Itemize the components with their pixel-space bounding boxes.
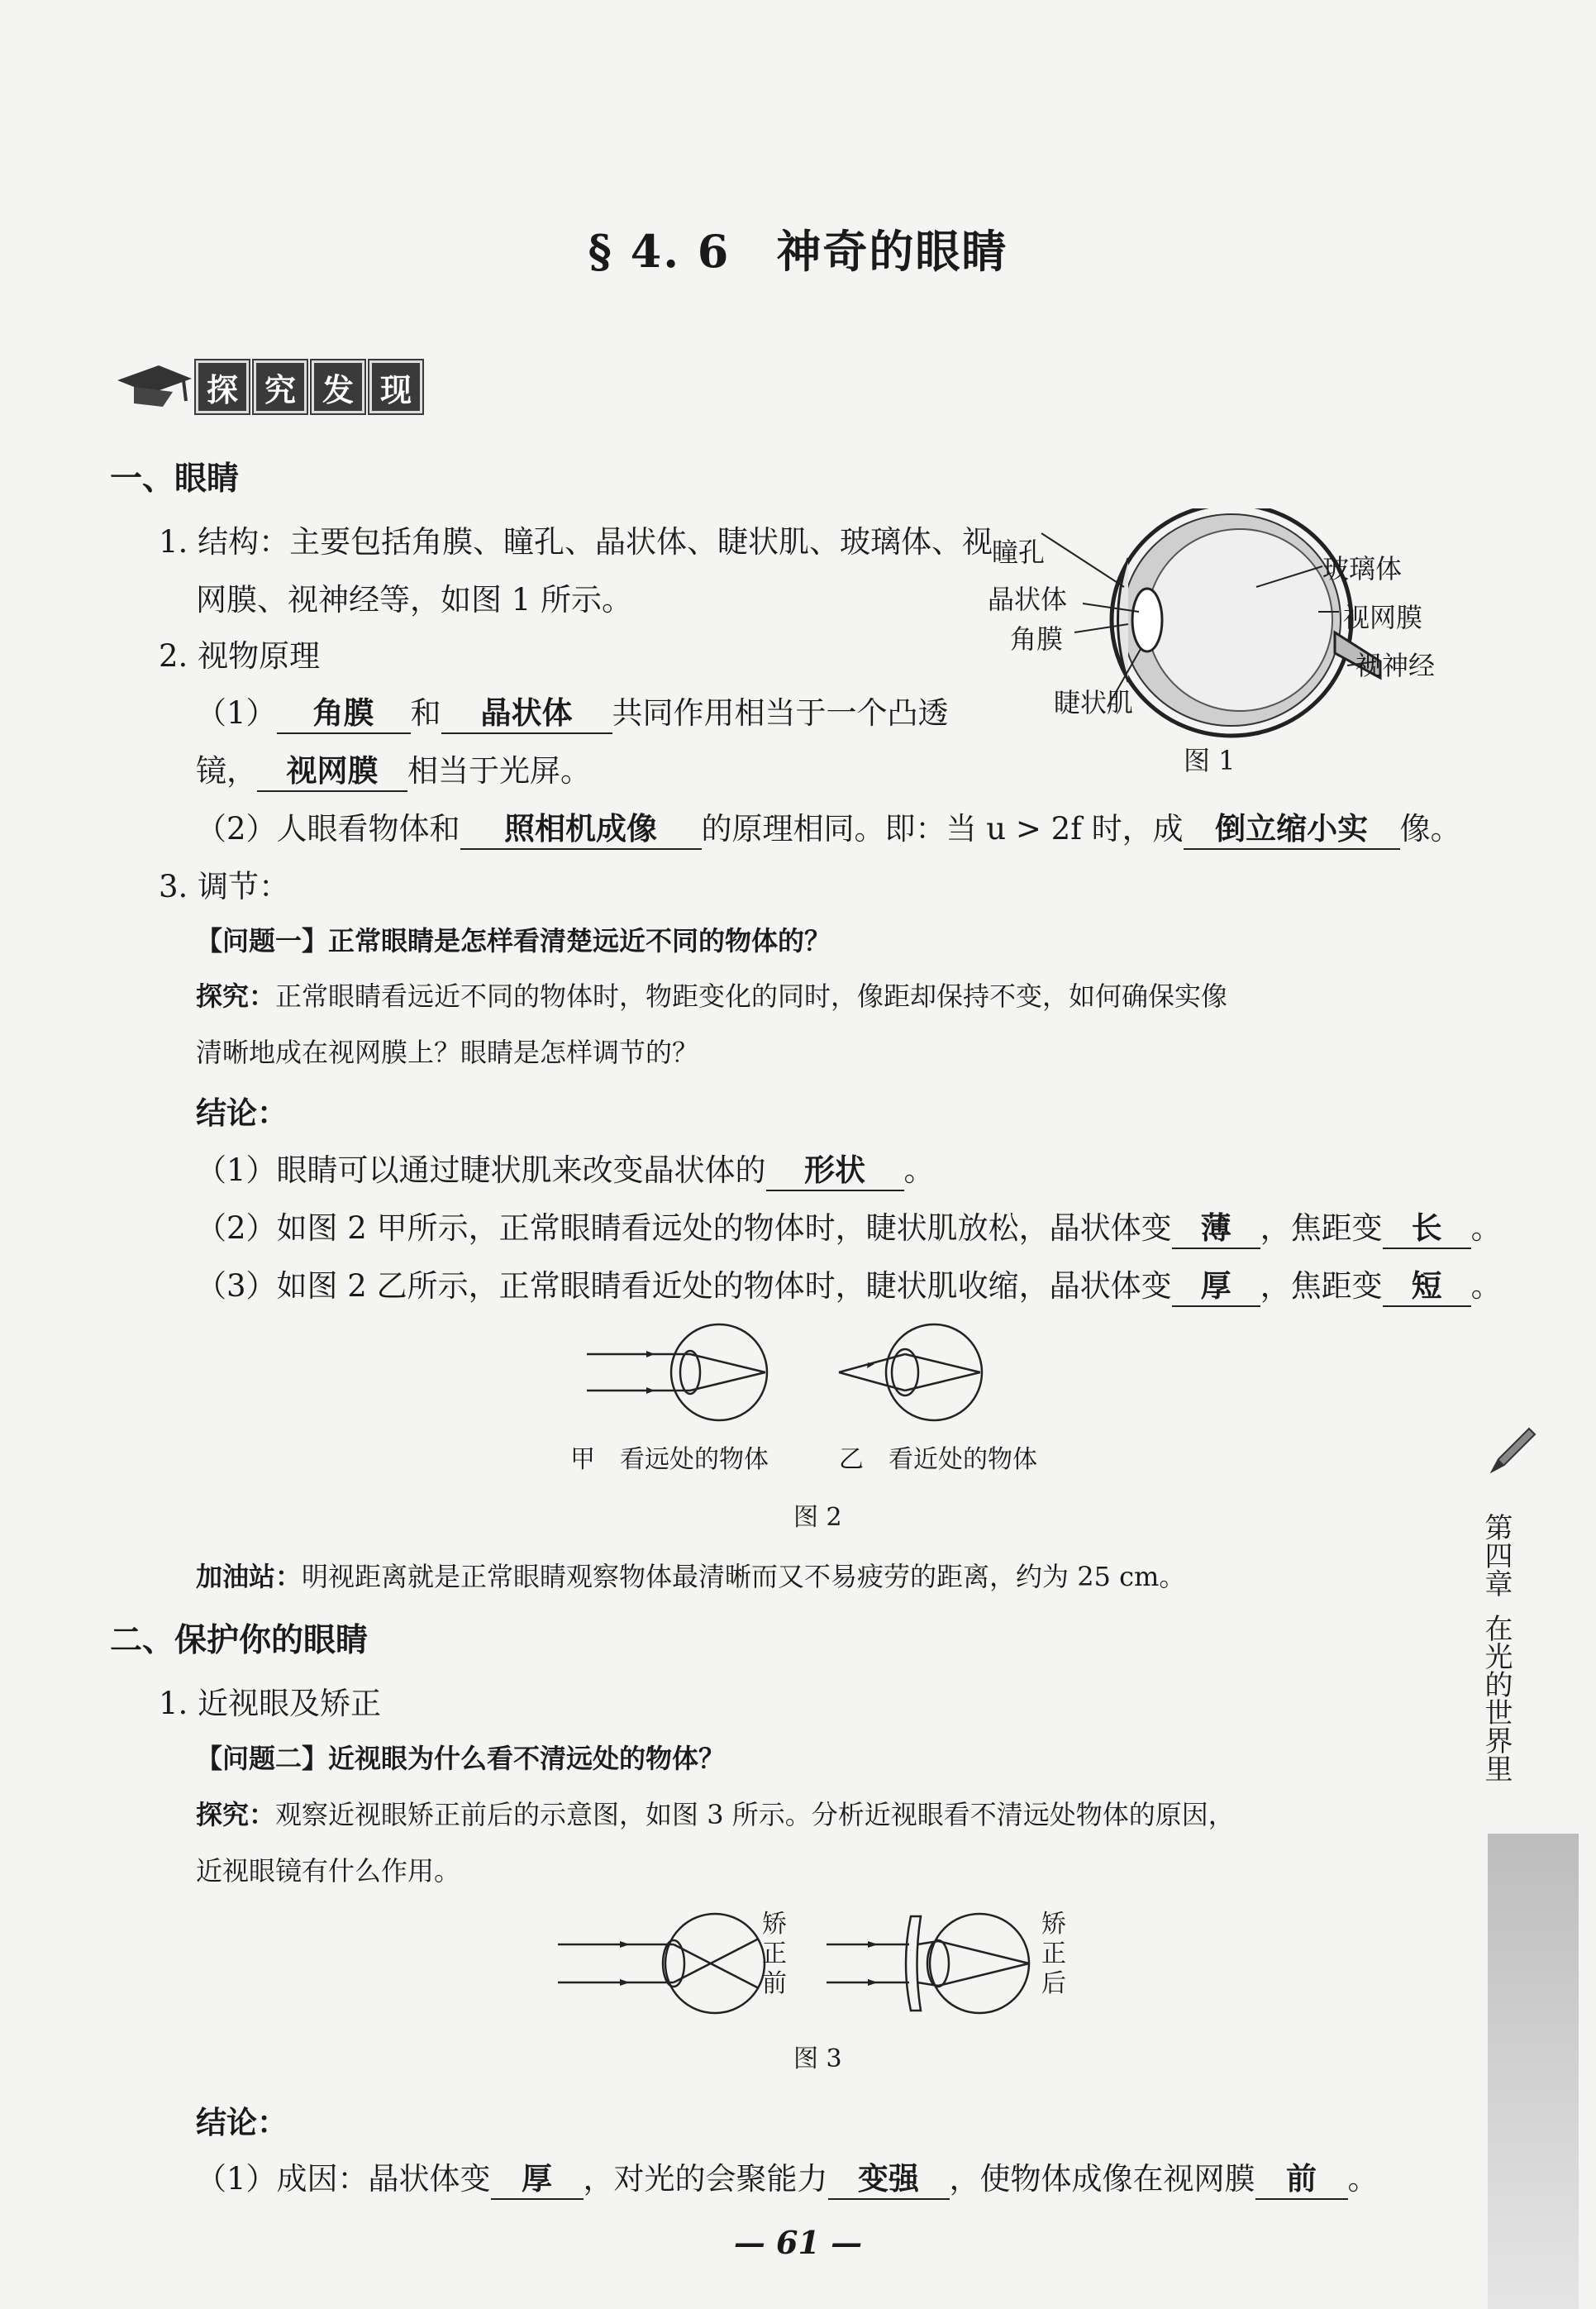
answer-blank: 前 bbox=[1255, 2154, 1348, 2200]
chapter-number: 第四章 bbox=[1479, 1513, 1513, 1597]
text: 像。 bbox=[1399, 811, 1461, 847]
figure-2-caption: 图 2 bbox=[793, 1503, 842, 1532]
question-one: 【问题一】正常眼睛是怎样看清楚远近不同的物体的？ bbox=[196, 925, 831, 957]
page-title: § 4. 6 神奇的眼睛 bbox=[588, 225, 1008, 278]
text: ，使物体成像在视网膜 bbox=[949, 2161, 1255, 2197]
text: 相当于光屏。 bbox=[407, 753, 591, 789]
label-retina: 视网膜 bbox=[1343, 602, 1423, 633]
text: 。 bbox=[1470, 1210, 1502, 1246]
vision-principle-heading: 2. 视物原理 bbox=[159, 638, 321, 674]
text: 明视距离就是正常眼睛观察物体最清晰而又不易疲劳的距离，约为 25 cm。 bbox=[302, 1561, 1186, 1592]
section-badge bbox=[113, 355, 412, 417]
pencil-icon bbox=[1484, 1422, 1541, 1483]
text: （3）如图 2 乙所示，正常眼睛看近处的物体时，睫状肌收缩，晶状体变 bbox=[196, 1268, 1172, 1304]
figure-3-caption: 图 3 bbox=[793, 2044, 842, 2073]
label-lens: 晶状体 bbox=[988, 584, 1068, 615]
answer-blank: 厚 bbox=[1172, 1261, 1260, 1307]
structure-line-2: 网膜、视神经等，如图 1 所示。 bbox=[196, 582, 633, 618]
badge-char: 发 bbox=[312, 360, 364, 413]
label: 探究： bbox=[196, 980, 276, 1012]
section-heading-protect: 二、保护你的眼睛 bbox=[110, 1621, 369, 1659]
cause-line bbox=[196, 2154, 1379, 2200]
text: 。 bbox=[1347, 2161, 1379, 2197]
answer-blank: 角膜 bbox=[277, 688, 411, 734]
figure-1-eye-diagram bbox=[988, 508, 1471, 781]
figure-3 bbox=[554, 1910, 1099, 2075]
figure-3-svg bbox=[554, 1910, 1099, 2017]
label: 探究： bbox=[196, 1799, 276, 1830]
text: ，焦距变 bbox=[1260, 1268, 1383, 1304]
principle-line-1 bbox=[196, 688, 949, 734]
text: 正常眼睛看远近不同的物体时，物距变化的同时，像距却保持不变，如何确保实像 bbox=[275, 980, 1228, 1012]
text: ，对光的会聚能力 bbox=[583, 2161, 828, 2197]
badge-char: 现 bbox=[369, 360, 422, 413]
badge-char: 探 bbox=[196, 360, 249, 413]
answer-blank: 视网膜 bbox=[257, 746, 407, 792]
explore-2-line-1 bbox=[196, 1794, 1235, 1832]
conclusion-3 bbox=[196, 1261, 1502, 1307]
tip-line bbox=[196, 1556, 1185, 1594]
text: （1）成因：晶状体变 bbox=[196, 2161, 491, 2197]
graduation-cap-icon bbox=[113, 355, 196, 413]
text: 共同作用相当于一个凸透 bbox=[612, 695, 949, 731]
answer-blank: 形状 bbox=[766, 1145, 904, 1191]
text: （2）如图 2 甲所示，正常眼睛看远处的物体时，睫状肌放松，晶状体变 bbox=[196, 1210, 1172, 1246]
question-two: 【问题二】近视眼为什么看不清远处的物体？ bbox=[196, 1743, 726, 1774]
text: 镜， bbox=[196, 753, 257, 789]
conclusion-2-label: 结论： bbox=[196, 2104, 288, 2140]
answer-blank: 变强 bbox=[828, 2154, 950, 2200]
conclusion-1 bbox=[196, 1145, 935, 1191]
figure-2-yi-label: 乙 看近处的物体 bbox=[839, 1445, 1037, 1474]
answer-blank: 厚 bbox=[491, 2154, 584, 2200]
answer-blank: 晶状体 bbox=[441, 688, 612, 734]
section-heading-eye: 一、眼睛 bbox=[110, 460, 240, 498]
label-ciliary-muscle: 睫状肌 bbox=[1054, 687, 1134, 718]
conclusion-label: 结论： bbox=[196, 1095, 288, 1131]
explore-2-line-2: 近视眼镜有什么作用。 bbox=[196, 1855, 461, 1887]
principle-line-2 bbox=[196, 746, 591, 792]
chapter-topic: 在光的世界里 bbox=[1479, 1614, 1513, 1782]
explore-line-1 bbox=[196, 976, 1227, 1014]
text: 。 bbox=[1470, 1268, 1502, 1304]
figure-3-before-label: 矫正前 bbox=[762, 1910, 787, 1998]
principle-line-3 bbox=[196, 804, 1461, 850]
figure-1-caption: 图 1 bbox=[1184, 745, 1236, 776]
page-number: — 61 — bbox=[733, 2224, 863, 2261]
text: 。 bbox=[903, 1152, 935, 1188]
explore-line-2: 清晰地成在视网膜上？眼睛是怎样调节的？ bbox=[196, 1037, 699, 1068]
text: ，焦距变 bbox=[1260, 1210, 1383, 1246]
text: 和 bbox=[410, 695, 441, 731]
label-pupil: 瞳孔 bbox=[992, 537, 1046, 568]
adjust-heading: 3. 调节： bbox=[159, 869, 290, 904]
conclusion-2 bbox=[196, 1203, 1502, 1249]
chapter-side-tab bbox=[1479, 1513, 1541, 1782]
myopia-heading: 1. 近视眼及矫正 bbox=[159, 1686, 382, 1721]
figure-2-svg bbox=[570, 1323, 1050, 1447]
figure-3-after-label: 矫正后 bbox=[1041, 1910, 1066, 1998]
figure-2 bbox=[570, 1323, 1050, 1538]
answer-blank: 照相机成像 bbox=[460, 804, 702, 850]
figure-2-jia-label: 甲 看远处的物体 bbox=[570, 1445, 769, 1474]
label-vitreous: 玻璃体 bbox=[1322, 553, 1403, 584]
text: （1） bbox=[196, 695, 277, 731]
answer-blank: 长 bbox=[1383, 1203, 1471, 1249]
answer-blank: 薄 bbox=[1172, 1203, 1260, 1249]
answer-blank: 倒立缩小实 bbox=[1184, 804, 1400, 850]
label-cornea: 角膜 bbox=[1010, 623, 1064, 655]
badge-char: 究 bbox=[254, 360, 307, 413]
text: 的原理相同。即：当 u > 2f 时，成 bbox=[701, 811, 1184, 847]
answer-blank: 短 bbox=[1383, 1261, 1471, 1307]
text: （1）眼睛可以通过睫状肌来改变晶状体的 bbox=[196, 1152, 766, 1188]
text: （2）人眼看物体和 bbox=[196, 811, 460, 847]
structure-line-1: 1. 结构：主要包括角膜、瞳孔、晶状体、睫状肌、玻璃体、视 bbox=[159, 524, 993, 560]
label-optic-nerve: 视神经 bbox=[1355, 650, 1436, 681]
label: 加油站： bbox=[196, 1561, 303, 1592]
text: 观察近视眼矫正前后的示意图，如图 3 所示。分析近视眼看不清远处物体的原因， bbox=[275, 1799, 1235, 1830]
